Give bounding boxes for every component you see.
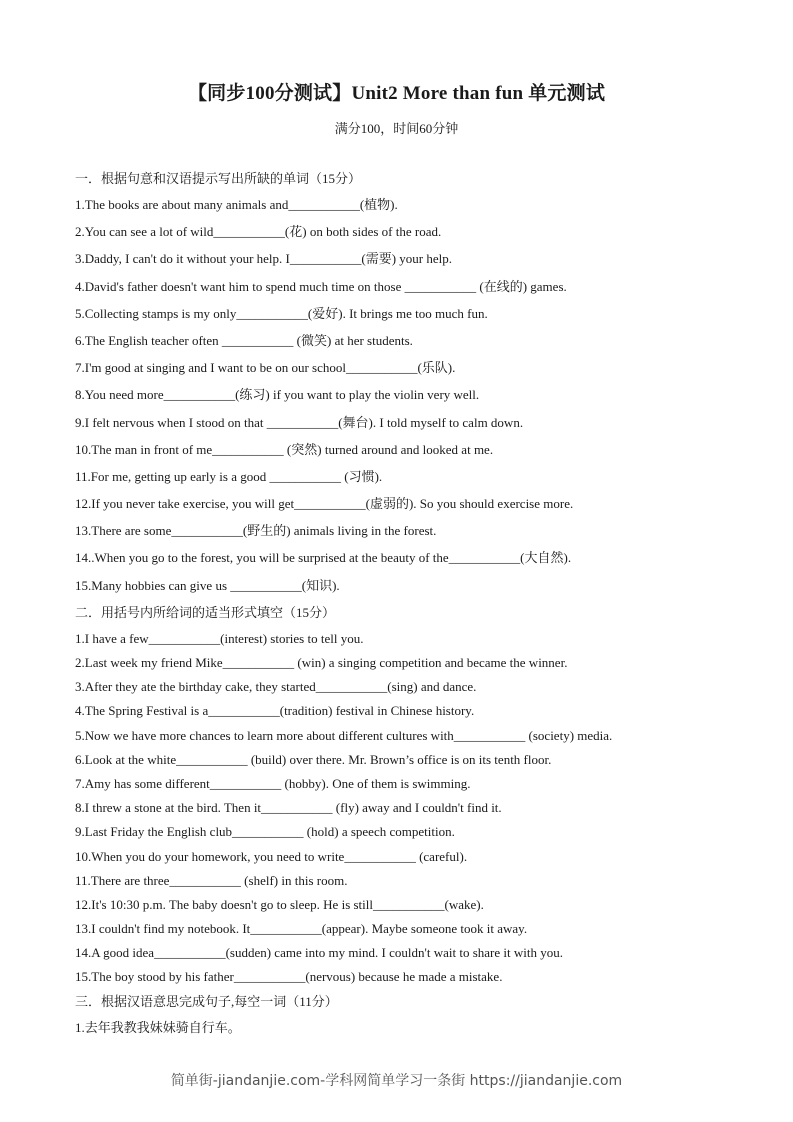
section-3 bbox=[75, 993, 735, 1043]
question-item: 1.I have a few___________(interest) stories to tell you. bbox=[75, 630, 364, 646]
question-item: 14..When you go to the forest, you will be surprised at the beauty of the___________(大自然). bbox=[75, 550, 572, 566]
question-item: 9.I felt nervous when I stood on that ___________(舞台). I told myself to calm down. bbox=[75, 414, 524, 430]
watermark-footer: 简单街-jiandanjie.com-学科网简单学习一条街 https://jiandanjie.com bbox=[170, 1073, 623, 1089]
section-heading: 二．用括号内所给词的适当形式填空（15分） bbox=[75, 604, 336, 620]
question-item: 7.Amy has some different___________ (hobby). One of them is swimming. bbox=[75, 775, 471, 791]
question-item: 5.Collecting stamps is my only___________(爱好). It brings me too much fun. bbox=[75, 305, 488, 321]
question-item: 13.I couldn't find my notebook. It___________(appear). Maybe someone took it away. bbox=[75, 921, 528, 937]
question-item: 2.Last week my friend Mike___________ (win) a singing competition and became the winner. bbox=[75, 655, 568, 670]
document-title: 【同步100分测试】Unit2 More than fun 单元测试 bbox=[187, 83, 606, 104]
section-heading: 三．根据汉语意思完成句子,每空一词（11分） bbox=[75, 993, 338, 1009]
question-item: 10.When you do your homework, you need to write___________ (careful). bbox=[75, 848, 468, 864]
section-1 bbox=[75, 170, 735, 604]
question-item: 2.You can see a lot of wild___________(花) on both sides of the road. bbox=[75, 224, 442, 240]
question-item: 8.You need more___________(练习) if you want to play the violin very well. bbox=[75, 387, 480, 403]
question-item: 15.Many hobbies can give us ___________(知识). bbox=[75, 577, 340, 593]
question-item: 14.A good idea___________(sudden) came into my mind. I couldn't wait to share it with you. bbox=[75, 945, 563, 961]
question-item: 12.If you never take exercise, you will get___________(虚弱的). So you should exercise more. bbox=[75, 496, 574, 512]
question-item: 11.There are three___________ (shelf) in this room. bbox=[75, 872, 348, 888]
section-heading: 一．根据句意和汉语提示写出所缺的单词（15分） bbox=[75, 171, 362, 186]
question-item: 9.Last Friday the English club___________ (hold) a speech competition. bbox=[75, 824, 455, 840]
question-item: 15.The boy stood by his father___________(nervous) because he made a mistake. bbox=[75, 969, 503, 985]
question-item: 3.After they ate the birthday cake, they started___________(sing) and dance. bbox=[75, 679, 477, 695]
question-item: 10.The man in front of me___________ (突然) turned around and looked at me. bbox=[75, 441, 494, 457]
question-item: 6.The English teacher often ___________ (微笑) at her students. bbox=[75, 332, 413, 348]
question-item: 4.David's father doesn't want him to spend much time on those ___________ (在线的) games. bbox=[75, 278, 567, 294]
question-item: 6.Look at the white___________ (build) over there. Mr. Brown’s office is on its tenth floor. bbox=[75, 751, 552, 767]
document-subtitle: 满分100，时间60分钟 bbox=[334, 121, 459, 136]
question-item: 5.Now we have more chances to learn more about different cultures with___________ (society) media. bbox=[75, 727, 613, 743]
question-item: 12.It's 10:30 p.m. The baby doesn't go to sleep. He is still___________(wake). bbox=[75, 896, 484, 912]
document-body bbox=[75, 170, 735, 1043]
section-2 bbox=[75, 604, 735, 993]
question-item: 11.For me, getting up early is a good ___________ (习惯). bbox=[75, 468, 383, 484]
question-item: 7.I'm good at singing and I want to be on our school___________(乐队). bbox=[75, 360, 456, 376]
question-item: 4.The Spring Festival is a___________(tradition) festival in Chinese history. bbox=[75, 703, 475, 719]
question-item: 13.There are some___________(野生的) animals living in the forest. bbox=[75, 523, 437, 539]
question-item: 8.I threw a stone at the bird. Then it___________ (fly) away and I couldn't find it. bbox=[75, 800, 502, 816]
question-item: 1.The books are about many animals and___________(植物). bbox=[75, 197, 398, 212]
question-item: 1.去年我教我妹妹骑自行车。 bbox=[75, 1019, 241, 1035]
question-item: 3.Daddy, I can't do it without your help. I___________(需要) your help. bbox=[75, 251, 452, 267]
